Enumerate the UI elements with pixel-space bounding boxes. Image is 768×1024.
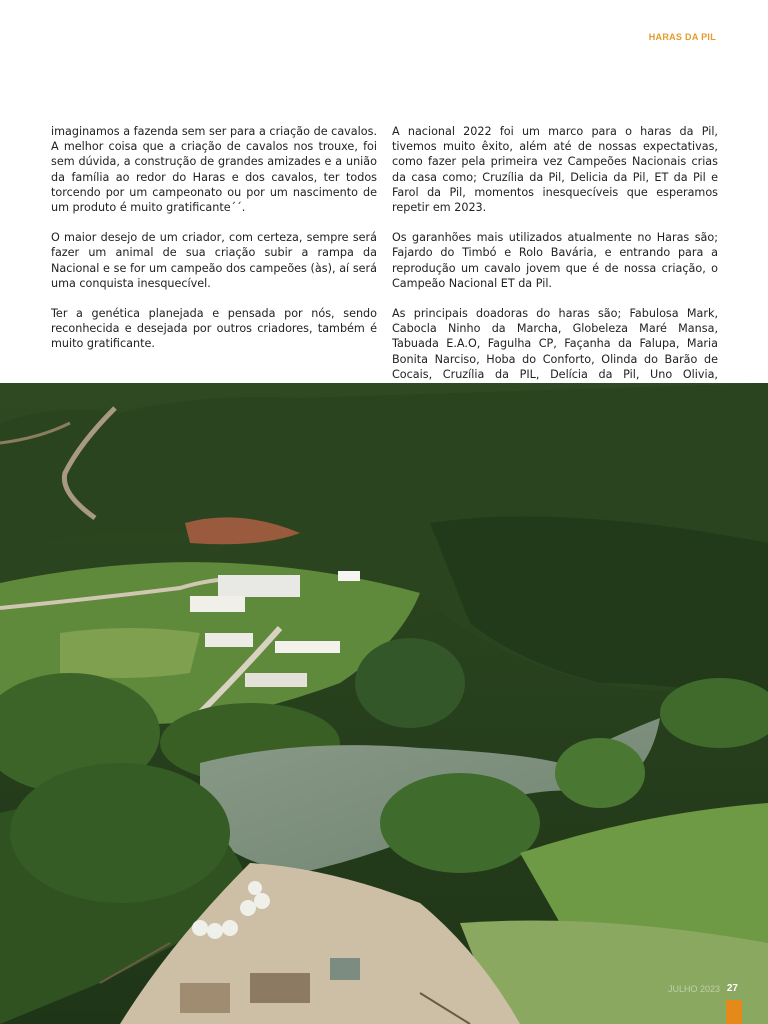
barn-building <box>218 575 300 597</box>
page-number: 27 <box>726 983 738 994</box>
paragraph: Ter a genética planejada e pensada por nós, sendo reconhecida e desejada por outros criadores, também é muito gratificante. <box>51 307 377 351</box>
page-accent-bar <box>726 1000 742 1024</box>
paragraph: As principais doadoras do haras são; Fabulosa Mark, Cabocla Ninho da Marcha, Globeleza Maré Mansa, Tabuada E.A.O, Fagulha CP, Façanha da Falupa, Maria Bonita Narciso, Hoba do Conforto, Olinda do Barão de Cocais, Cruzília da PIL, Delícia da Pil, Uno Olivia, <box>392 307 718 381</box>
article-column-left <box>51 124 377 367</box>
paddock <box>60 628 200 678</box>
stable-building <box>190 596 245 612</box>
covered-arena <box>275 641 340 653</box>
paragraph: imaginamos a fazenda sem ser para a criação de cavalos. A melhor coisa que a criação de cavalos nos trouxe, foi sem dúvida, a construção de grandes amizades e a união da família ao redor do Haras e dos cavalos, ter todos torcendo por um campeonato ou por um nascimento de um produto é muito gratificante´´. <box>51 125 377 215</box>
paragraph: Os garanhões mais utilizados atualmente no Haras são; Fajardo do Timbó e Rolo Bavária, e entrando para a reprodução um cavalo jovem que é de nossa criação, o Campeão Nacional ET da Pil. <box>392 231 718 290</box>
tree-cluster <box>355 638 465 728</box>
large-tree <box>10 763 230 903</box>
aerial-farm-illustration <box>0 383 768 1024</box>
lakeside-trees <box>380 773 540 873</box>
paragraph: O maior desejo de um criador, com certeza, sempre será fazer um animal de sua criação subir a rampa da Nacional e se for um campeão dos campeões (às), aí será uma conquista inesquecível. <box>51 231 377 290</box>
aerial-farm-photo <box>0 383 768 1024</box>
small-house <box>338 571 360 581</box>
lakeside-trees <box>555 738 645 808</box>
section-header-label: HARAS DA PIL <box>648 32 716 42</box>
shed-building <box>205 633 253 647</box>
article-column-right <box>392 124 718 412</box>
stall-building <box>245 673 307 687</box>
paragraph: A nacional 2022 foi um marco para o haras da Pil, tivemos muito êxito, além até de nossas expectativas, como fazer pela primeira vez Campeões Nacionais crias da casa como; Cruzília da Pil, Delicia da Pil, ET da Pil e Farol da Pil, momentos inesquecíveis que esperamos repetir em 2023. <box>392 125 718 215</box>
magazine-footer: JULHO 2023 <box>667 984 720 994</box>
